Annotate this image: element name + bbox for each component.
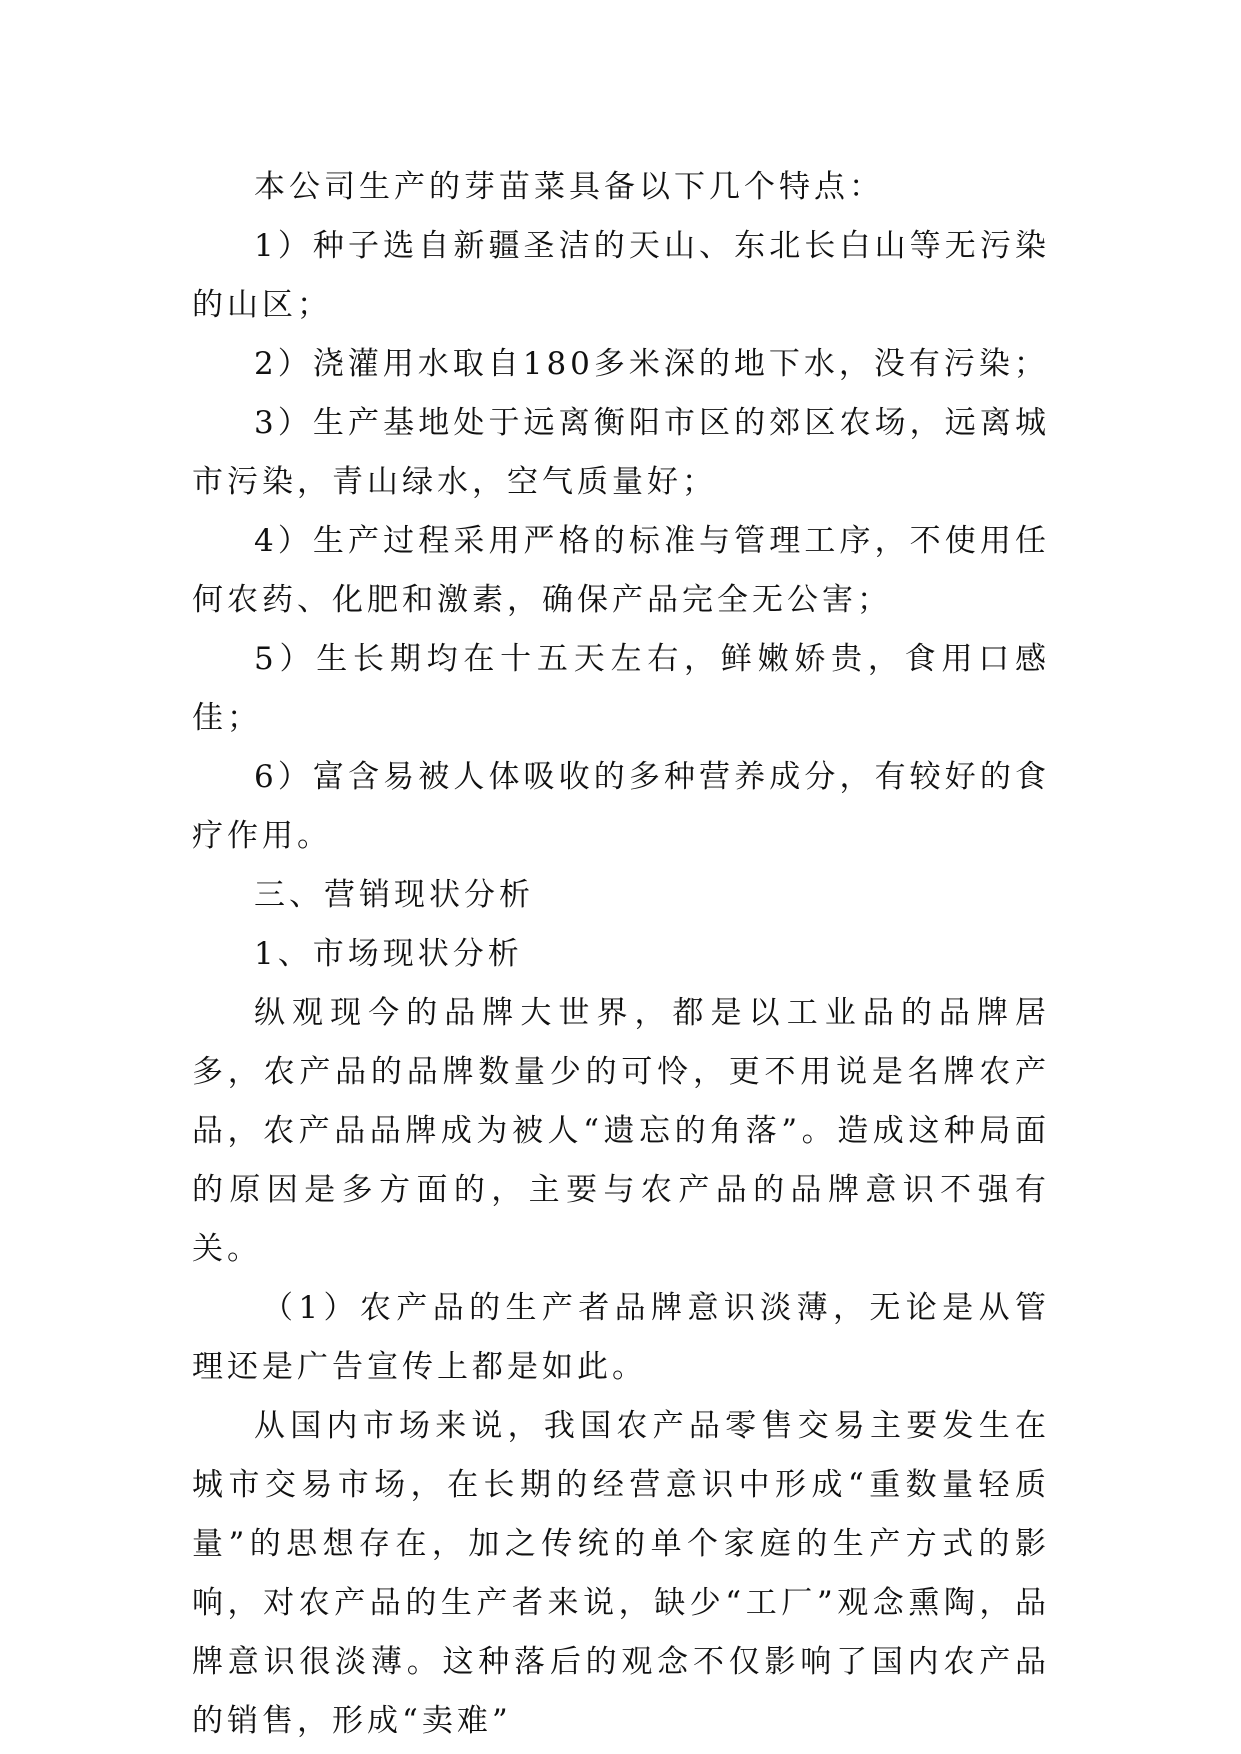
paragraph-feature-6: 6）富含易被人体吸收的多种营养成分，有较好的食疗作用。	[192, 759, 1050, 854]
paragraph-feature-2: 2）浇灌用水取自180多米深的地下水，没有污染；	[254, 346, 1049, 382]
paragraph-feature-5: 5）生长期均在十五天左右，鲜嫩娇贵，食用口感佳；	[192, 641, 1050, 736]
document-body	[192, 158, 1050, 1751]
paragraph-point-1: （1）农产品的生产者品牌意识淡薄，无论是从管理还是广告宣传上都是如此。	[192, 1290, 1050, 1385]
paragraph-domestic-market: 从国内市场来说，我国农产品零售交易主要发生在城市交易市场，在长期的经营意识中形成“重数量轻质量”的思想存在，加之传统的单个家庭的生产方式的影响，对农产品的生产者来说，缺少“工厂”观念熏陶，品牌意识很淡薄。这种落后的观念不仅影响了国内农产品的销售，形成“卖难”	[192, 1408, 1050, 1739]
subsection-heading: 1、市场现状分析	[254, 936, 523, 972]
paragraph-feature-4: 4）生产过程采用严格的标准与管理工序，不使用任何农药、化肥和激素，确保产品完全无公害；	[192, 523, 1050, 618]
paragraph-intro: 本公司生产的芽苗菜具备以下几个特点：	[254, 169, 884, 205]
paragraph-market-overview: 纵观现今的品牌大世界，都是以工业品的品牌居多，农产品的品牌数量少的可怜，更不用说是名牌农产品，农产品品牌成为被人“遗忘的角落”。造成这种局面的原因是多方面的，主要与农产品的品牌意识不强有关。	[192, 995, 1050, 1267]
paragraph-feature-3: 3）生产基地处于远离衡阳市区的郊区农场，远离城市污染，青山绿水，空气质量好；	[192, 405, 1050, 500]
section-heading: 三、营销现状分析	[254, 877, 534, 913]
paragraph-feature-1: 1）种子选自新疆圣洁的天山、东北长白山等无污染的山区；	[192, 228, 1050, 323]
